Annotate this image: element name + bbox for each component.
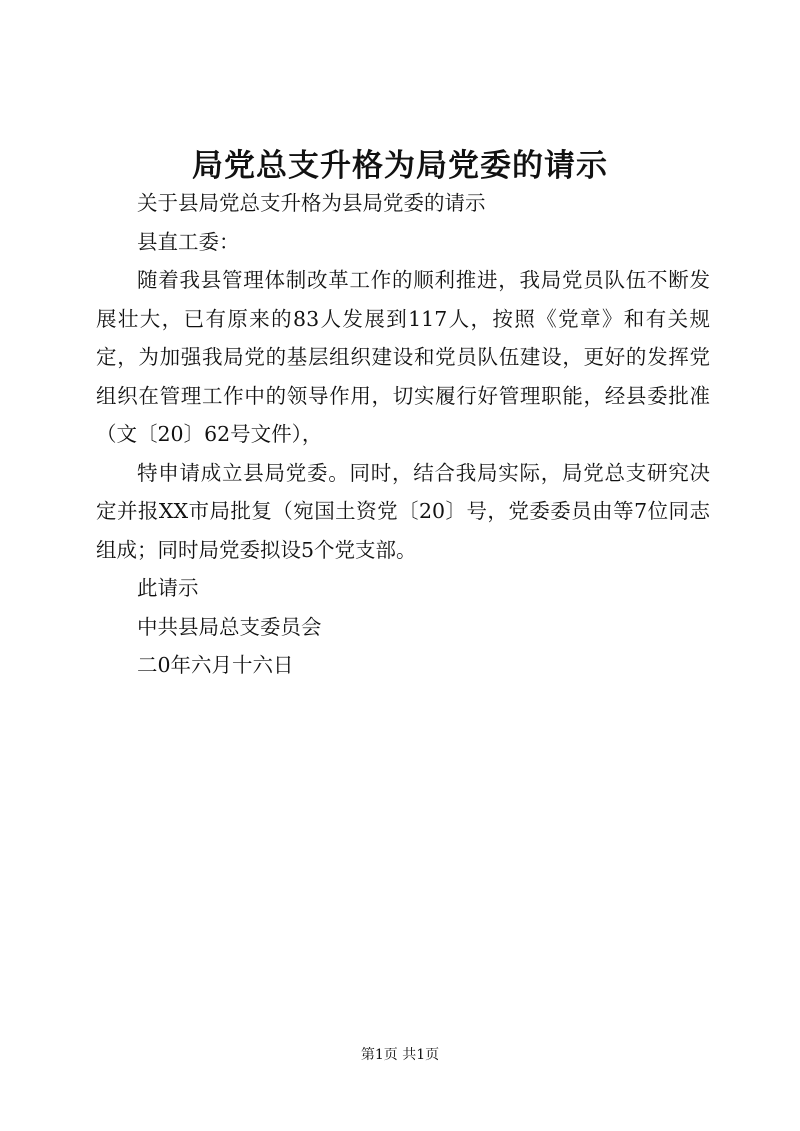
date-line: 二0年六月十六日 (137, 653, 294, 677)
page-footer: 第1页 共1页 (360, 1047, 440, 1063)
document-body (96, 184, 710, 685)
signature-line: 中共县局总支委员会 (137, 614, 322, 639)
subject-line: 关于县局党总支升格为县局党委的请示 (137, 191, 486, 215)
document-title: 局党总支升格为局党委的请示 (192, 148, 608, 184)
body-paragraph-2: 特申请成立县局党委。同时，结合我局实际，局党总支研究决定并报XX市局批复（宛国土资党〔20〕号，党委委员由等7位同志组成；同时局党委拟设5个党支部。 (96, 460, 710, 562)
closing-line: 此请示 (137, 576, 199, 600)
body-paragraph-1: 随着我县管理体制改革工作的顺利推进，我局党员队伍不断发展壮大，已有原来的83人发展到117人，按照《党章》和有关规定，为加强我局党的基层组织建设和党员队伍建设，更好的发挥党组织在管理工作中的领导作用，切实履行好管理职能，经县委批准（文〔20〕62号文件）， (96, 268, 710, 446)
recipient-line: 县直工委： (137, 229, 240, 254)
